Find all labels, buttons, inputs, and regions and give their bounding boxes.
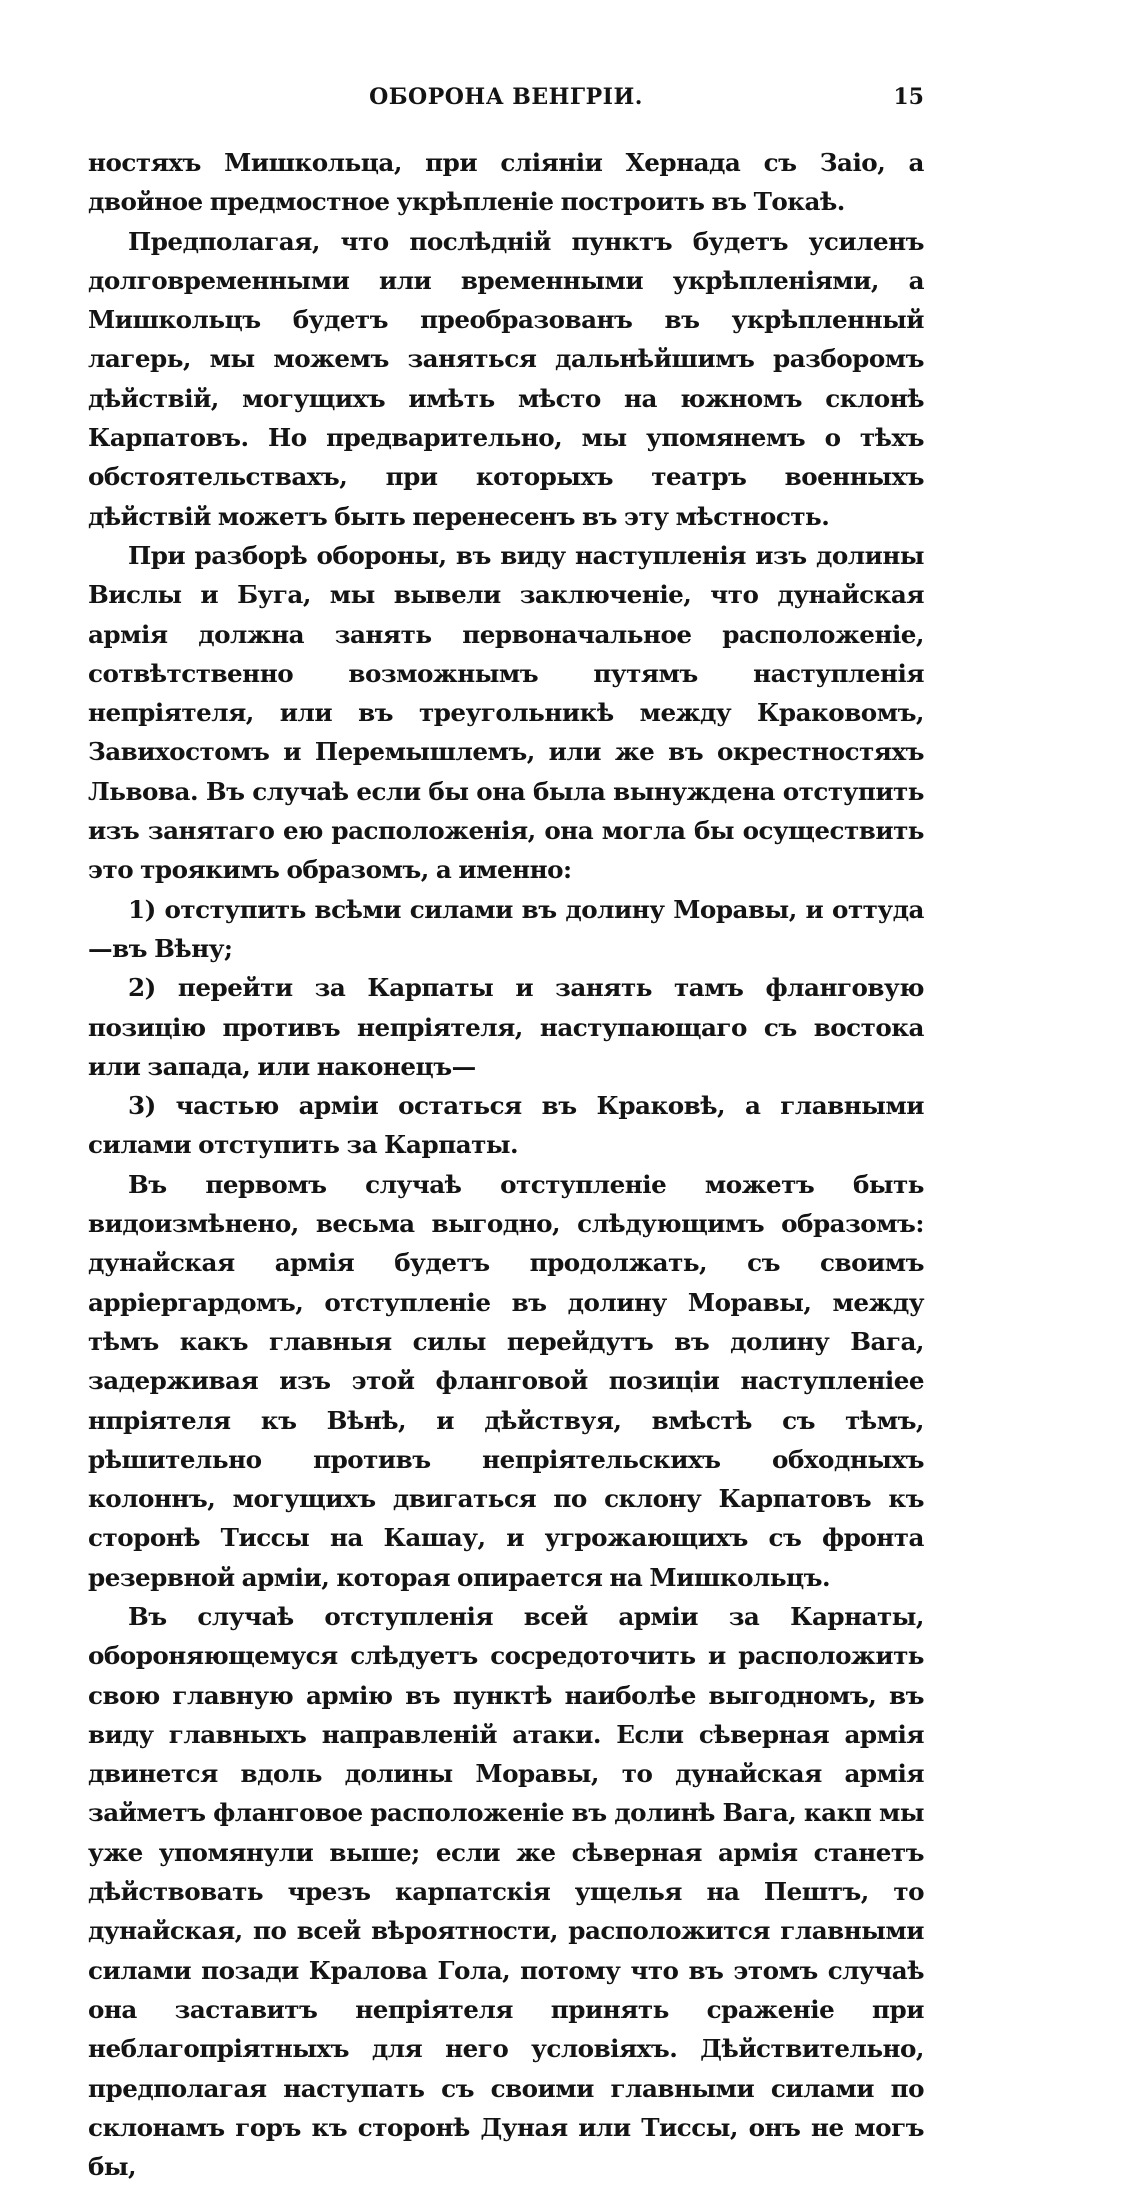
paragraph: Предполагая, что послѣдній пунктъ будетъ усиленъ долговременными или временными укрѣпленіями, а Мишкольцъ будетъ преобразованъ въ укрѣпленный лагерь, мы можемъ заняться дальнѣйшимъ разборомъ дѣйствій, могущихъ имѣть мѣсто на южномъ склонѣ Карпатовъ. Но предварительно, мы упомянемъ о тѣхъ обстоятельствахъ, при которыхъ театръ военныхъ дѣйствій можетъ быть перенесенъ въ эту мѣстность. [88, 226, 924, 531]
paragraph: Въ случаѣ отступленія всей арміи за Карнаты, обороняющемуся слѣдуетъ сосредоточить и расположить свою главную армію въ пунктѣ наиболѣе выгодномъ, въ виду главныхъ направленій атаки. Если сѣверная армія двинется вдоль долины Моравы, то дунайская армія займетъ фланговое расположеніе въ долинѣ Вага, какп мы уже упомянули выше; если же сѣверная армія станетъ дѣйствовать чрезъ карпатскія ущелья на Пештъ, то дунайская, по всей вѣроятности, расположится главными силами позади Кралова Гола, потому что въ этомъ случаѣ она заставитъ непріятеля принять сраженіе при неблагопріятныхъ для него условіяхъ. Дѣйствительно, предполагая наступать съ своими главными силами по склонамъ горъ къ сторонѣ Дуная или Тиссы, онъ не могъ бы, [88, 1601, 924, 2182]
running-title: ОБОРОНА ВЕНГРІИ. [369, 84, 643, 110]
running-head [88, 84, 924, 124]
body-text [88, 143, 924, 2186]
paragraph: При разборѣ обороны, въ виду наступленія изъ долины Вислы и Буга, мы вывели заключеніе, что дунайская армія должна занять первоначальное расположеніе, сотвѣтственно возможнымъ путямъ наступленія непріятеля, или въ треугольникѣ между Краковомъ, Завихостомъ и Перемышлемъ, или же въ окрестностяхъ Львова. Въ случаѣ если бы она была вынуждена отступить изъ занятаго ею расположенія, она могла бы осуществить это троякимъ образомъ, а именно: [88, 540, 924, 885]
paragraph: Въ первомъ случаѣ отступленіе можетъ быть видоизмѣнено, весьма выгодно, слѣдующимъ образомъ: дунайская армія будетъ продолжать, съ своимъ арріергардомъ, отступленіе въ долину Моравы, между тѣмъ какъ главныя силы перейдутъ въ долину Вага, задерживая изъ этой фланговой позиціи наступленіее нпріятеля къ Вѣнѣ, и дѣйствуя, вмѣстѣ съ тѣмъ, рѣшительно противъ непріятельскихъ обходныхъ колоннъ, могущихъ двигаться по склону Карпатовъ къ сторонѣ Тиссы на Кашау, и угрожающихъ съ фронта резервной арміи, которая опирается на Мишкольцъ. [88, 1169, 924, 1592]
page-number: 15 [893, 84, 924, 110]
list-item: 1) отступить всѣми силами въ долину Моравы, и оттуда—въ Вѣну; [88, 894, 924, 963]
list-item: 3) частью арміи остаться въ Краковѣ, а главными силами отступить за Карпаты. [88, 1091, 924, 1160]
paragraph-continuation: ностяхъ Мишкольца, при сліяніи Хернада съ Заіо, а двойное предмостное укрѣпленіе построить въ Токаѣ. [88, 148, 924, 217]
list-item: 2) перейти за Карпаты и занять тамъ фланговую позицію противъ непріятеля, наступающаго съ востока или запада, или наконецъ— [88, 973, 924, 1081]
